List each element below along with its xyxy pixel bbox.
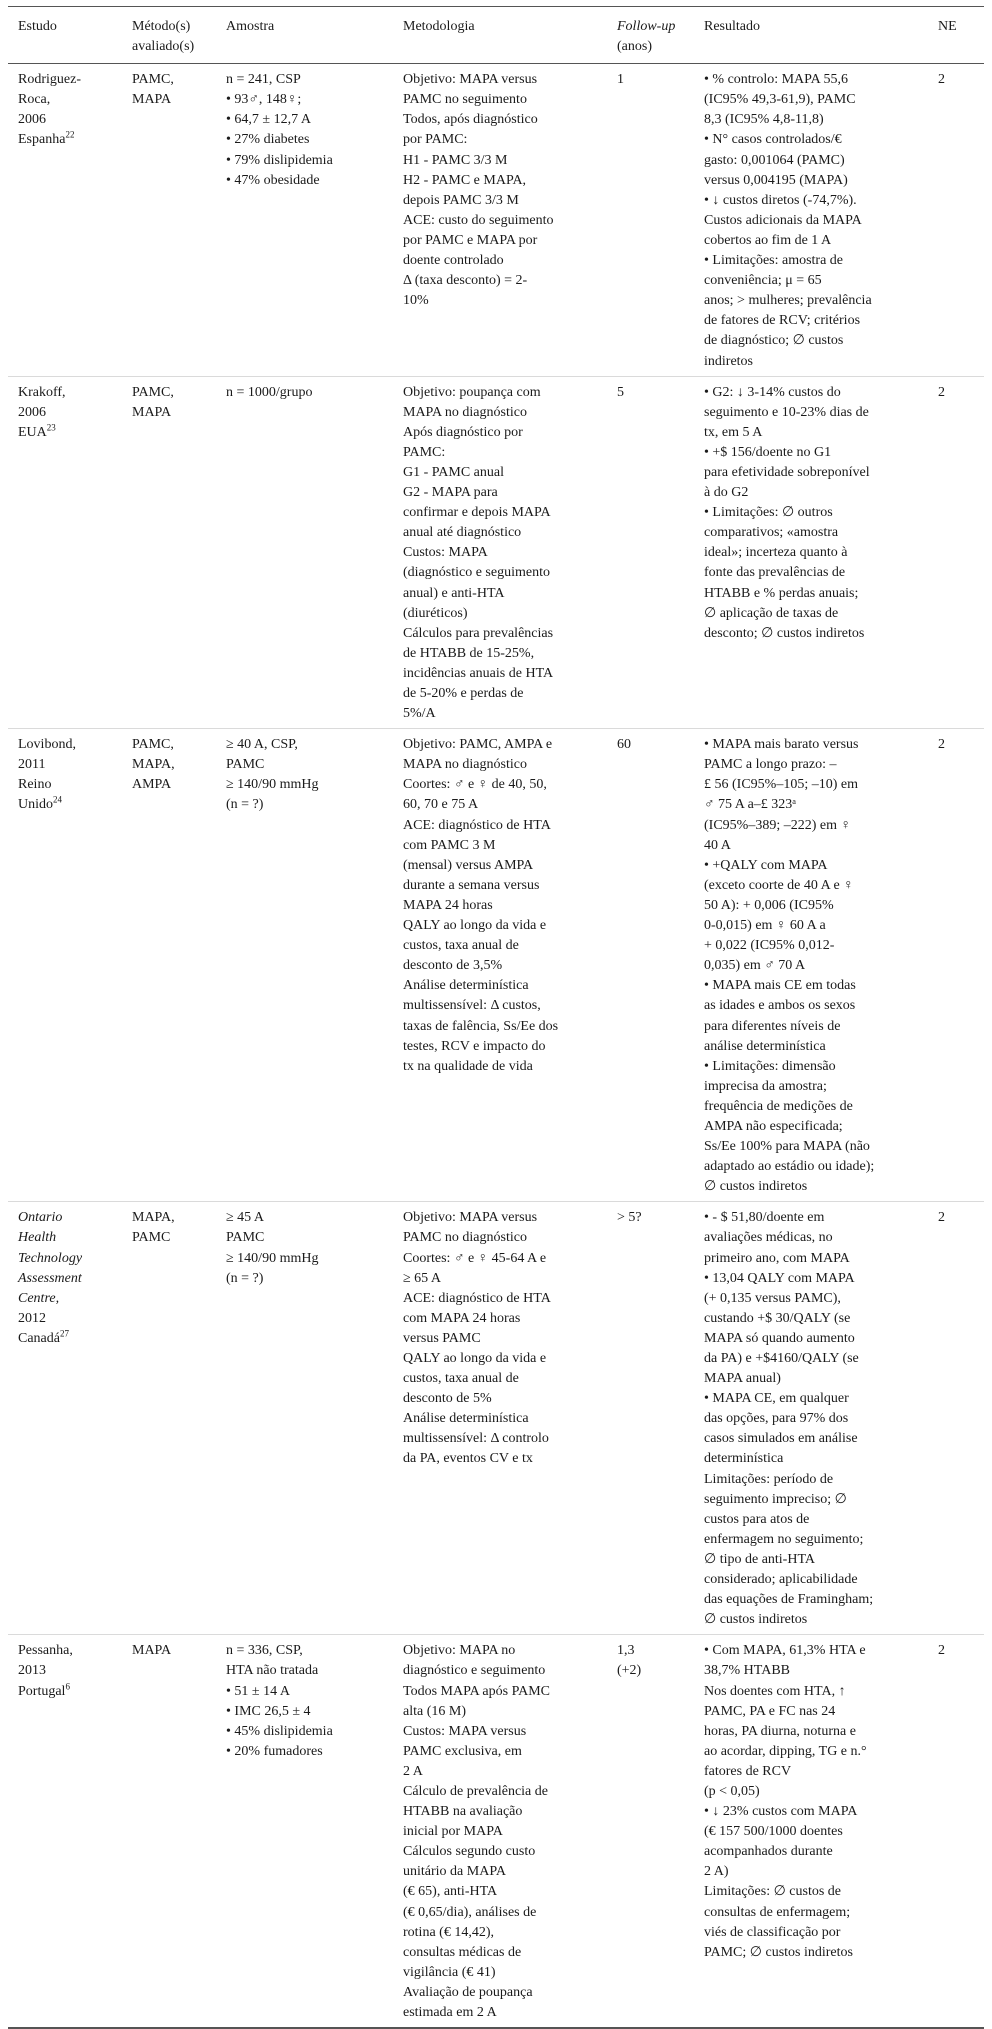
header-ne: NE bbox=[928, 7, 984, 64]
cell-resultado-line: seguimento e 10-23% dias de bbox=[704, 404, 869, 420]
cell-estudo-line: Technology bbox=[18, 1250, 83, 1266]
cell-followup-line: 1,3 bbox=[617, 1643, 635, 1659]
cell-resultado-line: frequência de medições de bbox=[704, 1098, 853, 1114]
cell-metodologia-line: multissensível: Δ controlo bbox=[403, 1431, 549, 1447]
cell-resultado-line: • - $ 51,80/doente em bbox=[704, 1210, 825, 1226]
cell-resultado-line: considerado; aplicabilidade bbox=[704, 1572, 858, 1588]
cell-followup-line: (+2) bbox=[617, 1663, 642, 1679]
cell-resultado-line: 0-0,015) em ♀ 60 A a bbox=[704, 918, 826, 934]
cell-resultado-line: conveniência; μ = 65 bbox=[704, 273, 822, 289]
cell-amostra bbox=[216, 729, 393, 1202]
cell-estudo bbox=[8, 64, 122, 376]
cell-resultado-line: MAPA só quando aumento bbox=[704, 1330, 855, 1346]
cell-amostra-line: (n = ?) bbox=[226, 1270, 264, 1286]
cell-amostra-line: n = 1000/grupo bbox=[226, 384, 313, 400]
reference-superscript: 6 bbox=[65, 1680, 70, 1691]
cell-estudo bbox=[8, 1635, 122, 2028]
cell-metodos-line: MAPA bbox=[132, 1643, 172, 1659]
cell-resultado-line: ∅ custos indiretos bbox=[704, 1179, 808, 1195]
cell-resultado-line: Ss/Ee 100% para MAPA (não bbox=[704, 1139, 870, 1155]
cell-amostra-line: • 64,7 ± 12,7 A bbox=[226, 112, 311, 128]
cell-metodologia-line: Avaliação de poupança bbox=[403, 1984, 533, 2000]
cell-resultado-line: avaliações médicas, no bbox=[704, 1230, 833, 1246]
cell-followup-line: > 5? bbox=[617, 1210, 642, 1226]
cell-resultado-line: 0,035) em ♂ 70 A bbox=[704, 958, 806, 974]
cell-amostra-line: (n = ?) bbox=[226, 797, 264, 813]
cell-resultado-line: enfermagem no seguimento; bbox=[704, 1531, 864, 1547]
cell-resultado-line: análise determinística bbox=[704, 1038, 826, 1054]
cell-resultado-line: ∅ aplicação de taxas de bbox=[704, 605, 839, 621]
cell-metodologia-line: desconto de 5% bbox=[403, 1391, 492, 1407]
cell-followup-line: 5 bbox=[617, 384, 624, 400]
cell-resultado-line: Custos adicionais da MAPA bbox=[704, 212, 862, 228]
cell-estudo-line: 2012 bbox=[18, 1310, 46, 1326]
table-row bbox=[8, 729, 984, 1202]
cell-metodologia-line: confirmar e depois MAPA bbox=[403, 505, 551, 521]
cell-resultado-line: (+ 0,135 versus PAMC), bbox=[704, 1290, 841, 1306]
cell-resultado-line: consultas de enfermagem; bbox=[704, 1904, 851, 1920]
cell-followup bbox=[607, 1202, 694, 1635]
cell-metodos bbox=[122, 64, 216, 376]
reference-superscript: 24 bbox=[53, 794, 62, 805]
cell-resultado-line: • N° casos controlados/€ bbox=[704, 132, 842, 148]
cell-metodos-line: MAPA bbox=[132, 92, 172, 108]
cell-resultado-line: • MAPA CE, em qualquer bbox=[704, 1391, 849, 1407]
cell-resultado-line: fatores de RCV bbox=[704, 1763, 792, 1779]
cell-metodologia-line: Objetivo: MAPA versus bbox=[403, 1210, 538, 1226]
cell-estudo-line: Health bbox=[18, 1230, 57, 1246]
cell-resultado-line: (p < 0,05) bbox=[704, 1783, 760, 1799]
cell-metodologia-line: 2 A bbox=[403, 1763, 423, 1779]
cell-amostra-line: • 93♂, 148♀; bbox=[226, 92, 302, 108]
cell-resultado-line: gasto: 0,001064 (PAMC) bbox=[704, 152, 845, 168]
cell-metodologia-line: diagnóstico e seguimento bbox=[403, 1663, 546, 1679]
cell-resultado-line: 2 A) bbox=[704, 1864, 729, 1880]
cell-metodologia-line: Δ (taxa desconto) = 2- bbox=[403, 273, 528, 289]
cell-metodologia-line: alta (16 M) bbox=[403, 1703, 466, 1719]
cell-amostra-line: • 45% dislipidemia bbox=[226, 1723, 333, 1739]
cell-metodologia-line: anual) e anti-HTA bbox=[403, 585, 505, 601]
cell-amostra-line: ≥ 140/90 mmHg bbox=[226, 777, 319, 793]
cell-metodologia-line: PAMC no diagnóstico bbox=[403, 1230, 527, 1246]
cell-metodologia-line: Todos, após diagnóstico bbox=[403, 112, 538, 128]
cell-resultado-line: Limitações: período de bbox=[704, 1471, 834, 1487]
header-amostra: Amostra bbox=[216, 7, 393, 64]
cell-metodologia-line: versus PAMC bbox=[403, 1330, 481, 1346]
cell-resultado-line: (€ 157 500/1000 doentes bbox=[704, 1824, 843, 1840]
cell-metodologia bbox=[393, 729, 607, 1202]
cell-metodologia-line: inicial por MAPA bbox=[403, 1824, 503, 1840]
cell-metodologia-line: custos, taxa anual de bbox=[403, 938, 519, 954]
cell-metodologia-line: Análise determinística bbox=[403, 978, 529, 994]
cell-metodologia-line: doente controlado bbox=[403, 253, 504, 269]
cell-resultado bbox=[694, 1635, 928, 2028]
cell-resultado-line: • +QALY com MAPA bbox=[704, 857, 828, 873]
cell-metodologia-line: Objetivo: MAPA no bbox=[403, 1643, 516, 1659]
cell-metodologia-line: QALY ao longo da vida e bbox=[403, 918, 547, 934]
cell-metodologia-line: (€ 65), anti-HTA bbox=[403, 1884, 498, 1900]
header-resultado: Resultado bbox=[694, 7, 928, 64]
cell-followup bbox=[607, 1635, 694, 2028]
cell-metodologia-line: durante a semana versus bbox=[403, 877, 540, 893]
cell-metodologia-line: custos, taxa anual de bbox=[403, 1371, 519, 1387]
studies-table bbox=[8, 6, 984, 2029]
cell-resultado-line: da PA) e +$4160/QALY (se bbox=[704, 1351, 859, 1366]
reference-superscript: 23 bbox=[46, 422, 56, 433]
cell-metodologia-line: Análise determinística bbox=[403, 1411, 529, 1427]
cell-estudo-line: Roca, bbox=[18, 92, 51, 108]
cell-metodologia-line: PAMC no seguimento bbox=[403, 92, 527, 108]
cell-amostra bbox=[216, 1635, 393, 2028]
cell-ne-line: 2 bbox=[938, 1643, 945, 1659]
table-row bbox=[8, 376, 984, 729]
cell-resultado-line: fonte das prevalências de bbox=[704, 565, 846, 581]
cell-amostra-line: PAMC bbox=[226, 1230, 265, 1246]
cell-metodologia-line: 5%/A bbox=[403, 706, 436, 722]
cell-resultado-line: 40 A bbox=[704, 837, 731, 853]
cell-estudo-line: 2006 bbox=[18, 112, 46, 128]
cell-metodos-line: MAPA bbox=[132, 404, 172, 420]
cell-metodologia-line: desconto de 3,5% bbox=[403, 958, 503, 974]
cell-metodologia-line: por PAMC: bbox=[403, 132, 468, 148]
cell-followup-line: 1 bbox=[617, 72, 624, 88]
header-estudo: Estudo bbox=[8, 7, 122, 64]
cell-metodologia-line: de 5-20% e perdas de bbox=[403, 686, 524, 701]
cell-metodologia-line: com MAPA 24 horas bbox=[403, 1310, 521, 1326]
cell-estudo-line: 2013 bbox=[18, 1663, 46, 1679]
cell-metodologia-line: (diuréticos) bbox=[403, 605, 468, 621]
cell-resultado-line: determinística bbox=[704, 1451, 784, 1467]
cell-ne bbox=[928, 1202, 984, 1635]
cell-resultado-line: das opções, para 97% dos bbox=[704, 1411, 849, 1427]
cell-amostra-line: ≥ 45 A bbox=[226, 1210, 265, 1226]
cell-ne-line: 2 bbox=[938, 1210, 945, 1226]
cell-resultado-line: (IC95%–389; –222) em ♀ bbox=[704, 817, 851, 833]
cell-ne-line: 2 bbox=[938, 72, 945, 88]
cell-metodologia-line: ACE: custo do seguimento bbox=[403, 212, 554, 228]
cell-amostra-line: • 51 ± 14 A bbox=[226, 1683, 290, 1699]
cell-resultado-line: • Com MAPA, 61,3% HTA e bbox=[704, 1643, 866, 1659]
cell-ne bbox=[928, 64, 984, 376]
cell-resultado-line: 50 A): + 0,006 (IC95% bbox=[704, 897, 834, 913]
cell-metodos-line: AMPA bbox=[132, 777, 172, 793]
cell-metodologia-line: HTABB na avaliação bbox=[403, 1804, 523, 1820]
cell-metodologia-line: consultas médicas de bbox=[403, 1944, 522, 1960]
cell-metodologia-line: PAMC: bbox=[403, 444, 446, 460]
cell-resultado-line: desconto; ∅ custos indiretos bbox=[704, 625, 865, 641]
cell-amostra-line: n = 336, CSP, bbox=[226, 1643, 303, 1659]
cell-resultado-line: • MAPA mais CE em todas bbox=[704, 978, 856, 994]
cell-ne-line: 2 bbox=[938, 384, 945, 400]
cell-metodos bbox=[122, 1635, 216, 2028]
cell-metodologia-line: G2 - MAPA para bbox=[403, 485, 498, 501]
table-page bbox=[8, 6, 984, 2029]
cell-estudo-line: Rodriguez- bbox=[18, 72, 81, 88]
cell-metodologia-line: Objetivo: PAMC, AMPA e bbox=[403, 737, 553, 753]
cell-metodos-line: PAMC, bbox=[132, 737, 174, 753]
cell-metodologia-line: Após diagnóstico por bbox=[403, 424, 523, 440]
cell-resultado-line: • MAPA mais barato versus bbox=[704, 737, 859, 753]
cell-metodologia-line: Custos: MAPA versus bbox=[403, 1723, 527, 1739]
cell-resultado-line: horas, PA diurna, noturna e bbox=[704, 1723, 856, 1739]
cell-metodos bbox=[122, 1202, 216, 1635]
cell-resultado-line: PAMC a longo prazo: – bbox=[704, 757, 837, 773]
cell-metodologia-line: Objetivo: poupança com bbox=[403, 384, 541, 400]
cell-estudo-line: Espanha$^{22}$ bbox=[18, 129, 75, 148]
table-row bbox=[8, 1635, 984, 2028]
cell-amostra bbox=[216, 376, 393, 729]
cell-metodologia-line: Todos MAPA após PAMC bbox=[403, 1683, 550, 1699]
cell-metodologia-line: ACE: diagnóstico de HTA bbox=[403, 817, 551, 833]
cell-resultado-line: PAMC, PA e FC nas 24 bbox=[704, 1703, 836, 1719]
cell-resultado-line: • Limitações: amostra de bbox=[704, 253, 844, 269]
cell-estudo-line: Reino bbox=[18, 777, 52, 793]
header-metodologia: Metodologia bbox=[393, 7, 607, 64]
cell-resultado bbox=[694, 64, 928, 376]
cell-resultado-line: versus 0,004195 (MAPA) bbox=[704, 172, 848, 188]
cell-resultado-line: cobertos ao fim de 1 A bbox=[704, 232, 832, 248]
cell-metodologia-line: incidências anuais de HTA bbox=[403, 665, 554, 681]
cell-metodologia-line: tx na qualidade de vida bbox=[403, 1058, 533, 1074]
cell-resultado-line: • ↓ custos diretos (-74,7%). bbox=[704, 192, 857, 208]
cell-estudo-line: Portugal$^6$ bbox=[18, 1680, 70, 1699]
cell-resultado-line: • 13,04 QALY com MAPA bbox=[704, 1270, 855, 1286]
cell-resultado-line: (exceto coorte de 40 A e ♀ bbox=[704, 877, 854, 893]
cell-resultado-line: ao acordar, dipping, TG e n.° bbox=[704, 1743, 867, 1759]
cell-resultado-line: acompanhados durante bbox=[704, 1844, 833, 1860]
cell-metodologia-line: Coortes: ♂ e ♀ de 40, 50, bbox=[403, 777, 547, 793]
cell-metodologia-line: G1 - PAMC anual bbox=[403, 464, 504, 480]
cell-metodologia-line: de HTABB de 15-25%, bbox=[403, 645, 535, 661]
cell-metodologia-line: multissensível: Δ custos, bbox=[403, 998, 541, 1014]
cell-amostra-line: n = 241, CSP bbox=[226, 72, 301, 88]
cell-resultado-line: viés de classificação por bbox=[704, 1924, 841, 1940]
cell-resultado-line: • Limitações: ∅ outros bbox=[704, 505, 833, 521]
cell-amostra-line: ≥ 40 A, CSP, bbox=[226, 737, 298, 753]
cell-resultado-line: PAMC; ∅ custos indiretos bbox=[704, 1944, 853, 1960]
cell-metodologia-line: (€ 0,65/dia), análises de bbox=[403, 1904, 537, 1920]
cell-resultado-line: Nos doentes com HTA, ↑ bbox=[704, 1683, 846, 1699]
cell-resultado-line: casos simulados em análise bbox=[704, 1431, 858, 1447]
cell-resultado-line: £ 56 (IC95%–105; –10) em bbox=[704, 777, 858, 793]
cell-metodos-line: MAPA, bbox=[132, 1210, 175, 1226]
cell-resultado-line: • G2: ↓ 3-14% custos do bbox=[704, 384, 841, 400]
cell-resultado-line: AMPA não especificada; bbox=[704, 1118, 843, 1134]
cell-ne bbox=[928, 1635, 984, 2028]
cell-amostra-line: • 79% dislipidemia bbox=[226, 152, 333, 168]
cell-metodologia-line: MAPA no diagnóstico bbox=[403, 757, 527, 773]
cell-ne bbox=[928, 376, 984, 729]
cell-resultado-line: para efetividade sobreponível bbox=[704, 464, 870, 480]
cell-estudo bbox=[8, 1202, 122, 1635]
cell-metodos-line: MAPA, bbox=[132, 757, 175, 773]
cell-estudo-line: Pessanha, bbox=[18, 1643, 73, 1659]
cell-resultado-line: das equações de Framingham; bbox=[704, 1592, 874, 1608]
cell-ne bbox=[928, 729, 984, 1202]
cell-resultado-line: ideal»; incerteza quanto à bbox=[704, 545, 848, 561]
cell-metodologia-line: ≥ 65 A bbox=[403, 1270, 442, 1286]
cell-metodologia-line: unitário da MAPA bbox=[403, 1864, 506, 1880]
cell-resultado bbox=[694, 376, 928, 729]
cell-amostra-line: • 47% obesidade bbox=[226, 172, 320, 188]
cell-resultado-line: MAPA anual) bbox=[704, 1371, 781, 1387]
cell-metodologia bbox=[393, 1202, 607, 1635]
cell-resultado-line: • Limitações: dimensão bbox=[704, 1058, 836, 1074]
cell-metodologia-line: QALY ao longo da vida e bbox=[403, 1351, 547, 1366]
cell-metodos bbox=[122, 729, 216, 1202]
cell-metodologia-line: estimada em 2 A bbox=[403, 2005, 497, 2020]
cell-metodologia bbox=[393, 64, 607, 376]
cell-metodologia-line: 10% bbox=[403, 293, 429, 309]
cell-resultado-line: adaptado ao estádio ou idade); bbox=[704, 1159, 875, 1175]
cell-metodologia-line: Coortes: ♂ e ♀ 45-64 A e bbox=[403, 1250, 547, 1266]
cell-resultado-line: custando +$ 30/QALY (se bbox=[704, 1310, 851, 1326]
cell-metodologia-line: H2 - PAMC e MAPA, bbox=[403, 172, 527, 188]
cell-metodologia bbox=[393, 376, 607, 729]
cell-metodologia-line: taxas de falência, Ss/Ee dos bbox=[403, 1018, 559, 1034]
cell-resultado-line: 8,3 (IC95% 4,8-11,8) bbox=[704, 112, 824, 128]
cell-resultado-line: • +$ 156/doente no G1 bbox=[704, 444, 832, 460]
cell-resultado-line: • % controlo: MAPA 55,6 bbox=[704, 72, 849, 88]
cell-resultado-line: ∅ custos indiretos bbox=[704, 1612, 808, 1628]
cell-resultado-line: Limitações: ∅ custos de bbox=[704, 1884, 841, 1900]
cell-metodologia-line: da PA, eventos CV e tx bbox=[403, 1451, 533, 1467]
cell-resultado-line: • ↓ 23% custos com MAPA bbox=[704, 1804, 858, 1820]
cell-estudo-line: 2006 bbox=[18, 404, 46, 420]
cell-followup bbox=[607, 376, 694, 729]
cell-followup bbox=[607, 729, 694, 1202]
cell-metodologia-line: Cálculo de prevalência de bbox=[403, 1783, 548, 1799]
cell-resultado-line: + 0,022 (IC95% 0,012- bbox=[704, 938, 835, 954]
table-row bbox=[8, 1202, 984, 1635]
cell-resultado-line: à do G2 bbox=[704, 485, 749, 501]
cell-metodologia-line: Objetivo: MAPA versus bbox=[403, 72, 538, 88]
header-metodos: Método(s) avaliado(s) bbox=[122, 7, 216, 64]
cell-amostra-line: ≥ 140/90 mmHg bbox=[226, 1250, 319, 1266]
cell-metodologia-line: rotina (€ 14,42), bbox=[403, 1924, 494, 1940]
cell-resultado-line: imprecisa da amostra; bbox=[704, 1078, 827, 1094]
cell-metodologia-line: PAMC exclusiva, em bbox=[403, 1743, 522, 1759]
cell-metodologia-line: Custos: MAPA bbox=[403, 545, 488, 561]
cell-resultado-line: custos para atos de bbox=[704, 1511, 810, 1527]
cell-estudo-line: Krakoff, bbox=[18, 384, 66, 400]
cell-followup bbox=[607, 64, 694, 376]
cell-amostra bbox=[216, 64, 393, 376]
cell-resultado-line: de fatores de RCV; critérios bbox=[704, 313, 861, 329]
cell-metodologia-line: MAPA 24 horas bbox=[403, 897, 493, 913]
cell-amostra-line: • IMC 26,5 ± 4 bbox=[226, 1703, 311, 1719]
cell-metodologia-line: testes, RCV e impacto do bbox=[403, 1038, 546, 1054]
cell-estudo-line: Ontario bbox=[18, 1210, 63, 1226]
cell-resultado-line: para diferentes níveis de bbox=[704, 1018, 841, 1034]
cell-resultado-line: ♂ 75 A a–£ 323ᵃ bbox=[704, 797, 797, 813]
cell-metodologia-line: MAPA no diagnóstico bbox=[403, 404, 527, 420]
cell-metodologia-line: H1 - PAMC 3/3 M bbox=[403, 152, 508, 168]
cell-metodos-line: PAMC bbox=[132, 1230, 171, 1246]
cell-resultado-line: comparativos; «amostra bbox=[704, 525, 839, 541]
cell-resultado-line: de diagnóstico; ∅ custos bbox=[704, 333, 844, 349]
cell-amostra-line: HTA não tratada bbox=[226, 1663, 319, 1679]
cell-metodos bbox=[122, 376, 216, 729]
cell-amostra-line: • 27% diabetes bbox=[226, 132, 310, 148]
cell-resultado-line: seguimento impreciso; ∅ bbox=[704, 1491, 847, 1507]
cell-estudo bbox=[8, 729, 122, 1202]
cell-estudo-line: Canadá$^{27}$ bbox=[18, 1328, 69, 1346]
cell-estudo-line: 2011 bbox=[18, 757, 46, 773]
cell-resultado-line: primeiro ano, com MAPA bbox=[704, 1250, 850, 1266]
header-row bbox=[8, 7, 984, 64]
cell-followup-line: 60 bbox=[617, 737, 631, 753]
cell-resultado-line: anos; > mulheres; prevalência bbox=[704, 293, 872, 309]
cell-metodologia-line: ACE: diagnóstico de HTA bbox=[403, 1290, 551, 1306]
cell-amostra-line: • 20% fumadores bbox=[226, 1743, 323, 1759]
cell-amostra-line: PAMC bbox=[226, 757, 265, 773]
cell-metodos-line: PAMC, bbox=[132, 384, 174, 400]
cell-metodologia-line: anual até diagnóstico bbox=[403, 525, 522, 541]
cell-metodologia-line: Cálculos segundo custo bbox=[403, 1844, 536, 1860]
cell-metodologia-line: vigilância (€ 41) bbox=[403, 1964, 496, 1980]
cell-resultado-line: tx, em 5 A bbox=[704, 424, 763, 440]
cell-metodologia-line: 60, 70 e 75 A bbox=[403, 797, 479, 813]
cell-resultado-line: HTABB e % perdas anuais; bbox=[704, 585, 859, 601]
cell-ne-line: 2 bbox=[938, 737, 945, 753]
reference-superscript: 27 bbox=[59, 1328, 69, 1339]
table-row bbox=[8, 64, 984, 376]
cell-amostra bbox=[216, 1202, 393, 1635]
cell-resultado-line: (IC95% 49,3-61,9), PAMC bbox=[704, 92, 856, 108]
cell-resultado-line: as idades e ambos os sexos bbox=[704, 998, 856, 1014]
reference-superscript: 22 bbox=[65, 129, 75, 140]
cell-metodologia-line: (mensal) versus AMPA bbox=[403, 857, 534, 873]
cell-metodologia bbox=[393, 1635, 607, 2028]
cell-resultado-line: ∅ tipo de anti-HTA bbox=[704, 1551, 815, 1567]
cell-resultado bbox=[694, 729, 928, 1202]
cell-metodologia-line: com PAMC 3 M bbox=[403, 837, 496, 853]
cell-metodologia-line: por PAMC e MAPA por bbox=[403, 232, 538, 248]
cell-metodos-line: PAMC, bbox=[132, 72, 174, 88]
cell-metodologia-line: depois PAMC 3/3 M bbox=[403, 192, 519, 208]
cell-estudo bbox=[8, 376, 122, 729]
cell-metodologia-line: Cálculos para prevalências bbox=[403, 625, 554, 641]
cell-metodologia-line: (diagnóstico e seguimento bbox=[403, 565, 550, 581]
cell-estudo-line: Unido$^{24}$ bbox=[18, 794, 62, 813]
cell-estudo-line: Lovibond, bbox=[18, 737, 76, 753]
cell-resultado bbox=[694, 1202, 928, 1635]
cell-resultado-line: indiretos bbox=[704, 353, 753, 369]
cell-estudo-line: EUA$^{23}$ bbox=[18, 422, 56, 440]
cell-estudo-line: Centre, bbox=[18, 1290, 60, 1306]
cell-resultado-line: 38,7% HTABB bbox=[704, 1663, 790, 1679]
cell-estudo-line: Assessment bbox=[18, 1270, 82, 1286]
header-followup: Follow-up (anos) bbox=[607, 7, 694, 64]
